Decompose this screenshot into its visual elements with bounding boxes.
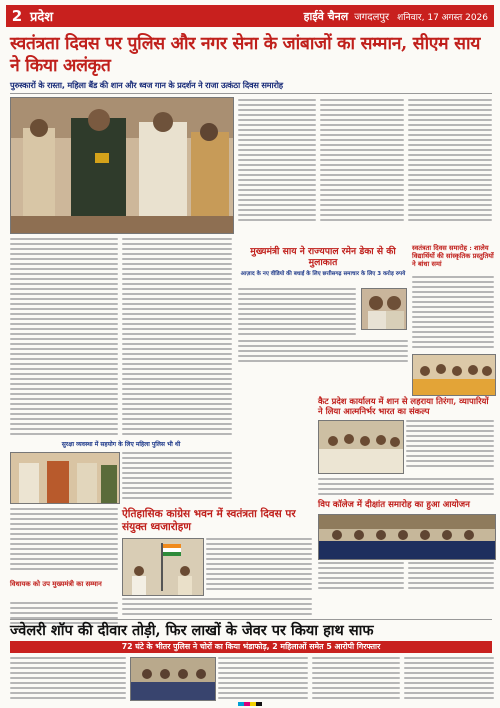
text-column xyxy=(238,99,316,224)
group-photo-icon xyxy=(319,421,403,473)
text-column xyxy=(122,238,232,438)
congress-photo xyxy=(122,538,204,596)
story-headline: ऐतिहासिक कांग्रेस भवन में स्वतंत्रता दिवस पर संयुक्त ध्वजारोहण xyxy=(122,508,296,533)
text-column xyxy=(238,340,408,365)
left-photo xyxy=(10,452,120,504)
flag-hoisting-photo-icon xyxy=(123,539,203,595)
text-column xyxy=(408,562,494,592)
divider xyxy=(10,93,492,94)
portrait-photo-icon xyxy=(362,289,406,329)
city-name: जगदलपुर xyxy=(354,12,390,23)
color-registration-marks xyxy=(238,702,262,706)
text-column xyxy=(218,657,308,702)
divider xyxy=(10,619,492,620)
text-column xyxy=(318,478,494,498)
text-column xyxy=(10,508,118,573)
school-photo xyxy=(412,354,496,396)
story-headline: विप कॉलेज में दीक्षांत समारोह का हुआ आयोजन xyxy=(318,500,470,510)
students-photo-icon xyxy=(413,355,495,395)
story-note: सुरक्षा व्यवस्था में सहयोग के लिए महिला पुलिस भी थी xyxy=(61,441,181,448)
lead-headline: स्वतंत्रता दिवस पर पुलिस और नगर सेना के जांबाजों का सम्मान, सीएम साय ने किया अलंकृत xyxy=(10,34,481,76)
page-number: 2 xyxy=(11,7,23,25)
bottom-subhead: 72 घंटे के भीतर पुलिस ने चोरों का किया भंडाफोड़, 2 महिलाओं समेत 5 आरोपी गिरफ्तार xyxy=(10,641,492,653)
text-column xyxy=(318,562,404,592)
ceremony-photo-icon xyxy=(11,98,233,233)
text-column xyxy=(406,420,494,470)
story-headline: कैट प्रदेश कार्यालय में शान से लहराया तिरंगा, व्यापारियों ने लिया आत्मनिर्भर भारत का संकल्प xyxy=(318,396,489,416)
story-subhead: आज़ाद के नए वीडियो की बधाई के लिए छत्तीसगढ़ समाचार के लिए 3 करोड़ रुपये xyxy=(240,271,406,277)
text-column xyxy=(312,657,400,702)
lead-deck: पुरुस्कारों के रास्ता, महिला बैंड की शान और ध्वज गान के प्रदर्शन ने राजा उत्कंठा दिवस समारोह xyxy=(10,80,283,90)
text-column xyxy=(10,238,118,438)
lead-photo xyxy=(10,97,234,234)
bottom-photo xyxy=(130,657,216,701)
accused-photo-icon xyxy=(131,658,215,700)
masthead xyxy=(6,5,494,27)
text-column xyxy=(206,538,312,593)
cm-photo xyxy=(361,288,407,330)
convocation-photo xyxy=(318,514,496,560)
convocation-photo-icon xyxy=(319,515,495,559)
story-headline: विधायक को उप मुख्यमंत्री का सम्मान xyxy=(10,580,102,588)
text-column xyxy=(10,657,126,702)
issue-date: शनिवार, 17 अगस्त 2026 xyxy=(397,12,488,23)
text-column xyxy=(122,598,312,618)
text-column xyxy=(320,99,404,224)
court-photo xyxy=(318,420,404,474)
text-column xyxy=(238,288,356,338)
brand-name: हाईवे चैनल xyxy=(303,9,349,23)
event-photo-icon xyxy=(11,453,119,503)
bottom-headline: ज्वेलरी शॉप की दीवार तोड़ी, फिर लाखों के जेवर पर किया हाथ साफ xyxy=(10,622,374,639)
text-column xyxy=(122,452,232,502)
text-column xyxy=(412,276,494,351)
story-headline: मुख्यमंत्री साय ने राज्यपाल रमेन डेका से की मुलाकात xyxy=(250,246,396,268)
story-headline: स्वतंत्रता दिवस समारोह : शालेय विद्यार्थियों की सांस्कृतिक प्रस्तुतियों ने बांधा समां xyxy=(412,244,494,268)
text-column xyxy=(404,657,494,702)
section-name: प्रदेश xyxy=(30,10,54,25)
text-column xyxy=(408,99,492,224)
